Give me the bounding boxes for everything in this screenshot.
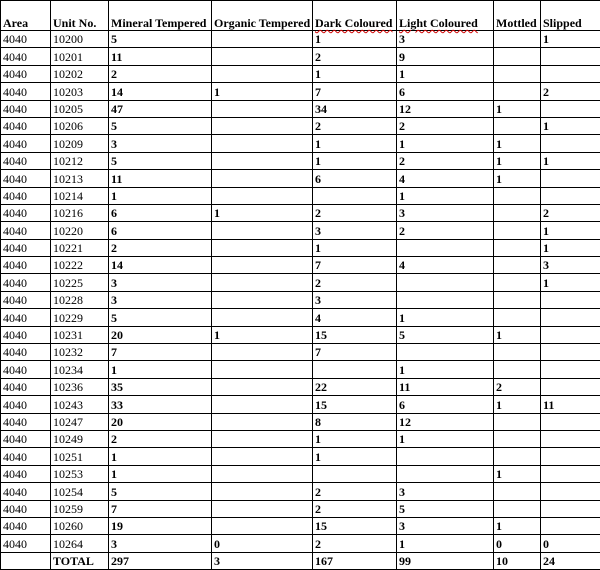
table-row [1, 448, 600, 465]
light-coloured-cell: 1 [397, 430, 494, 447]
mottled-cell [494, 239, 541, 256]
mottled-cell: 1 [494, 100, 541, 117]
total-label: TOTAL [51, 552, 109, 569]
mottled-cell [494, 117, 541, 134]
unit-no-cell: 10206 [51, 117, 109, 134]
mottled-cell: 1 [494, 517, 541, 534]
dark-coloured-cell: 3 [313, 291, 397, 308]
slipped-cell [541, 413, 600, 430]
unit-no-cell: 10216 [51, 204, 109, 221]
mineral-tempered-cell: 20 [109, 326, 212, 343]
slipped-cell [541, 326, 600, 343]
header-row [1, 1, 600, 31]
light-coloured-cell [397, 291, 494, 308]
slipped-cell [541, 309, 600, 326]
area-cell: 4040 [1, 31, 51, 48]
light-coloured-cell [397, 448, 494, 465]
mottled-cell [494, 257, 541, 274]
light-coloured-cell: 2 [397, 117, 494, 134]
header-dark-coloured: Dark Coloured [313, 1, 397, 31]
light-coloured-cell: 1 [397, 361, 494, 378]
organic-tempered-cell [212, 378, 313, 395]
organic-tempered-cell [212, 187, 313, 204]
unit-no-cell: 10249 [51, 430, 109, 447]
slipped-cell [541, 430, 600, 447]
light-coloured-cell: 1 [397, 309, 494, 326]
unit-no-cell: 10264 [51, 535, 109, 552]
slipped-cell: 1 [541, 117, 600, 134]
table-row [1, 83, 600, 100]
dark-coloured-cell: 1 [313, 65, 397, 82]
organic-tempered-cell [212, 517, 313, 534]
unit-no-cell: 10212 [51, 152, 109, 169]
header-mineral-tempered: Mineral Tempered [109, 1, 212, 31]
total-mottled: 10 [494, 552, 541, 569]
area-cell: 4040 [1, 291, 51, 308]
mineral-tempered-cell: 5 [109, 117, 212, 134]
light-coloured-cell [397, 239, 494, 256]
area-cell: 4040 [1, 396, 51, 413]
mineral-tempered-cell: 2 [109, 239, 212, 256]
area-cell: 4040 [1, 413, 51, 430]
organic-tempered-cell [212, 448, 313, 465]
slipped-cell [541, 65, 600, 82]
dark-coloured-cell: 4 [313, 309, 397, 326]
header-organic-tempered: Organic Tempered [212, 1, 313, 31]
organic-tempered-cell [212, 117, 313, 134]
light-coloured-cell: 12 [397, 413, 494, 430]
unit-no-cell: 10254 [51, 483, 109, 500]
table-row [1, 274, 600, 291]
unit-no-cell: 10236 [51, 378, 109, 395]
slipped-cell: 2 [541, 204, 600, 221]
mottled-cell [494, 83, 541, 100]
header-light-coloured: Light Coloured [397, 1, 494, 31]
table-row [1, 100, 600, 117]
dark-coloured-cell: 6 [313, 170, 397, 187]
total-light-coloured: 99 [397, 552, 494, 569]
organic-tempered-cell [212, 483, 313, 500]
light-coloured-cell: 6 [397, 83, 494, 100]
table-row [1, 326, 600, 343]
table-row [1, 396, 600, 413]
area-cell: 4040 [1, 517, 51, 534]
unit-no-cell: 10253 [51, 465, 109, 482]
header-area: Area [1, 1, 51, 31]
dark-coloured-cell: 2 [313, 48, 397, 65]
organic-tempered-cell [212, 222, 313, 239]
light-coloured-cell: 9 [397, 48, 494, 65]
table-footer [1, 552, 600, 569]
slipped-cell: 2 [541, 83, 600, 100]
table-row [1, 204, 600, 221]
mineral-tempered-cell: 1 [109, 361, 212, 378]
table-row [1, 257, 600, 274]
area-cell: 4040 [1, 239, 51, 256]
dark-coloured-cell: 2 [313, 204, 397, 221]
unit-no-cell: 10205 [51, 100, 109, 117]
mineral-tempered-cell: 2 [109, 65, 212, 82]
light-coloured-cell [397, 465, 494, 482]
total-slipped: 24 [541, 552, 600, 569]
area-cell: 4040 [1, 309, 51, 326]
slipped-cell [541, 100, 600, 117]
organic-tempered-cell [212, 291, 313, 308]
unit-no-cell: 10247 [51, 413, 109, 430]
mineral-tempered-cell: 47 [109, 100, 212, 117]
area-cell: 4040 [1, 448, 51, 465]
unit-no-cell: 10260 [51, 517, 109, 534]
slipped-cell [541, 378, 600, 395]
table-row [1, 500, 600, 517]
organic-tempered-cell [212, 257, 313, 274]
mineral-tempered-cell: 7 [109, 344, 212, 361]
dark-coloured-cell: 1 [313, 135, 397, 152]
dark-coloured-cell: 7 [313, 83, 397, 100]
area-cell: 4040 [1, 430, 51, 447]
slipped-cell [541, 500, 600, 517]
organic-tempered-cell [212, 152, 313, 169]
mottled-cell [494, 204, 541, 221]
area-cell: 4040 [1, 378, 51, 395]
unit-no-cell: 10220 [51, 222, 109, 239]
unit-no-cell: 10259 [51, 500, 109, 517]
organic-tempered-cell [212, 100, 313, 117]
mottled-cell: 0 [494, 535, 541, 552]
slipped-cell: 1 [541, 274, 600, 291]
table-row [1, 117, 600, 134]
mineral-tempered-cell: 5 [109, 31, 212, 48]
organic-tempered-cell [212, 413, 313, 430]
total-dark-coloured: 167 [313, 552, 397, 569]
light-coloured-cell: 3 [397, 31, 494, 48]
unit-no-cell: 10200 [51, 31, 109, 48]
area-cell: 4040 [1, 257, 51, 274]
unit-no-cell: 10221 [51, 239, 109, 256]
unit-no-cell: 10222 [51, 257, 109, 274]
light-coloured-cell: 2 [397, 152, 494, 169]
mottled-cell: 1 [494, 152, 541, 169]
organic-tempered-cell [212, 274, 313, 291]
mineral-tempered-cell: 14 [109, 83, 212, 100]
total-area-cell [1, 552, 51, 569]
area-cell: 4040 [1, 152, 51, 169]
table-row [1, 378, 600, 395]
slipped-cell: 11 [541, 396, 600, 413]
light-coloured-cell: 4 [397, 257, 494, 274]
organic-tempered-cell: 1 [212, 204, 313, 221]
slipped-cell [541, 344, 600, 361]
mineral-tempered-cell: 5 [109, 152, 212, 169]
organic-tempered-cell: 0 [212, 535, 313, 552]
table-row [1, 517, 600, 534]
dark-coloured-cell: 2 [313, 500, 397, 517]
dark-coloured-cell [313, 361, 397, 378]
dark-coloured-cell: 2 [313, 535, 397, 552]
dark-coloured-cell: 15 [313, 517, 397, 534]
mineral-tempered-cell: 6 [109, 222, 212, 239]
mineral-tempered-cell: 14 [109, 257, 212, 274]
slipped-cell [541, 517, 600, 534]
light-coloured-cell: 1 [397, 135, 494, 152]
unit-no-cell: 10232 [51, 344, 109, 361]
area-cell: 4040 [1, 83, 51, 100]
slipped-cell [541, 483, 600, 500]
mineral-tempered-cell: 19 [109, 517, 212, 534]
mottled-cell: 1 [494, 170, 541, 187]
dark-coloured-cell [313, 187, 397, 204]
table-row [1, 48, 600, 65]
dark-coloured-cell: 2 [313, 274, 397, 291]
organic-tempered-cell [212, 48, 313, 65]
mineral-tempered-cell: 5 [109, 309, 212, 326]
unit-no-cell: 10251 [51, 448, 109, 465]
organic-tempered-cell: 1 [212, 326, 313, 343]
mottled-cell [494, 361, 541, 378]
slipped-cell: 1 [541, 222, 600, 239]
mineral-tempered-cell: 7 [109, 500, 212, 517]
area-cell: 4040 [1, 170, 51, 187]
mineral-tempered-cell: 3 [109, 291, 212, 308]
dark-coloured-cell: 3 [313, 222, 397, 239]
slipped-cell: 1 [541, 152, 600, 169]
slipped-cell: 1 [541, 239, 600, 256]
mottled-cell: 1 [494, 465, 541, 482]
mineral-tempered-cell: 3 [109, 535, 212, 552]
mottled-cell [494, 500, 541, 517]
area-cell: 4040 [1, 117, 51, 134]
header-unit-no: Unit No. [51, 1, 109, 31]
area-cell: 4040 [1, 274, 51, 291]
area-cell: 4040 [1, 135, 51, 152]
organic-tempered-cell [212, 65, 313, 82]
table-row [1, 170, 600, 187]
light-coloured-cell: 5 [397, 326, 494, 343]
organic-tempered-cell [212, 500, 313, 517]
area-cell: 4040 [1, 465, 51, 482]
unit-no-cell: 10229 [51, 309, 109, 326]
table-row [1, 222, 600, 239]
slipped-cell [541, 170, 600, 187]
table-row [1, 413, 600, 430]
dark-coloured-cell: 22 [313, 378, 397, 395]
total-row [1, 552, 600, 569]
unit-no-cell: 10243 [51, 396, 109, 413]
light-coloured-cell: 12 [397, 100, 494, 117]
mottled-cell [494, 309, 541, 326]
dark-coloured-cell: 1 [313, 152, 397, 169]
light-coloured-cell: 5 [397, 500, 494, 517]
light-coloured-cell: 3 [397, 204, 494, 221]
organic-tempered-cell [212, 170, 313, 187]
dark-coloured-cell: 1 [313, 430, 397, 447]
table-row [1, 309, 600, 326]
organic-tempered-cell [212, 31, 313, 48]
mottled-cell: 1 [494, 135, 541, 152]
table-row [1, 483, 600, 500]
mottled-cell [494, 274, 541, 291]
table-row [1, 152, 600, 169]
slipped-cell [541, 48, 600, 65]
slipped-cell [541, 291, 600, 308]
mineral-tempered-cell: 1 [109, 448, 212, 465]
dark-coloured-cell: 34 [313, 100, 397, 117]
mottled-cell [494, 31, 541, 48]
mineral-tempered-cell: 20 [109, 413, 212, 430]
light-coloured-cell [397, 274, 494, 291]
dark-coloured-cell: 1 [313, 448, 397, 465]
light-coloured-cell: 11 [397, 378, 494, 395]
light-coloured-cell: 1 [397, 187, 494, 204]
slipped-cell: 0 [541, 535, 600, 552]
mineral-tempered-cell: 5 [109, 483, 212, 500]
area-cell: 4040 [1, 500, 51, 517]
mottled-cell [494, 48, 541, 65]
dark-coloured-cell: 15 [313, 396, 397, 413]
organic-tempered-cell [212, 430, 313, 447]
dark-coloured-cell: 1 [313, 31, 397, 48]
dark-coloured-cell: 8 [313, 413, 397, 430]
mottled-cell [494, 430, 541, 447]
dark-coloured-cell: 7 [313, 257, 397, 274]
mineral-tempered-cell: 33 [109, 396, 212, 413]
light-coloured-cell: 3 [397, 517, 494, 534]
mineral-tempered-cell: 3 [109, 135, 212, 152]
organic-tempered-cell [212, 135, 313, 152]
slipped-cell [541, 361, 600, 378]
table-row [1, 430, 600, 447]
header-slipped: Slipped [541, 1, 600, 31]
table-row [1, 135, 600, 152]
mottled-cell [494, 222, 541, 239]
table-header [1, 1, 600, 31]
table-row [1, 291, 600, 308]
mottled-cell [494, 344, 541, 361]
area-cell: 4040 [1, 535, 51, 552]
table-row [1, 344, 600, 361]
organic-tempered-cell: 1 [212, 83, 313, 100]
organic-tempered-cell [212, 465, 313, 482]
table-body [1, 31, 600, 553]
organic-tempered-cell [212, 309, 313, 326]
unit-no-cell: 10201 [51, 48, 109, 65]
unit-no-cell: 10231 [51, 326, 109, 343]
mottled-cell [494, 187, 541, 204]
unit-no-cell: 10202 [51, 65, 109, 82]
mottled-cell: 1 [494, 396, 541, 413]
light-coloured-cell: 6 [397, 396, 494, 413]
total-mineral-tempered: 297 [109, 552, 212, 569]
table-row [1, 535, 600, 552]
mineral-tempered-cell: 1 [109, 187, 212, 204]
unit-no-cell: 10234 [51, 361, 109, 378]
slipped-cell [541, 135, 600, 152]
mineral-tempered-cell: 1 [109, 465, 212, 482]
dark-coloured-cell: 2 [313, 117, 397, 134]
organic-tempered-cell [212, 361, 313, 378]
mottled-cell [494, 291, 541, 308]
mineral-tempered-cell: 2 [109, 430, 212, 447]
light-coloured-cell [397, 344, 494, 361]
area-cell: 4040 [1, 344, 51, 361]
organic-tempered-cell [212, 396, 313, 413]
table-row [1, 65, 600, 82]
unit-no-cell: 10228 [51, 291, 109, 308]
table-row [1, 31, 600, 48]
light-coloured-cell: 2 [397, 222, 494, 239]
unit-no-cell: 10225 [51, 274, 109, 291]
area-cell: 4040 [1, 326, 51, 343]
mineral-tempered-cell: 3 [109, 274, 212, 291]
dark-coloured-cell: 2 [313, 483, 397, 500]
mineral-tempered-cell: 11 [109, 170, 212, 187]
slipped-cell: 1 [541, 31, 600, 48]
mottled-cell [494, 65, 541, 82]
organic-tempered-cell [212, 239, 313, 256]
dark-coloured-cell: 15 [313, 326, 397, 343]
area-cell: 4040 [1, 100, 51, 117]
table-row [1, 239, 600, 256]
mottled-cell [494, 413, 541, 430]
area-cell: 4040 [1, 483, 51, 500]
dark-coloured-cell [313, 465, 397, 482]
slipped-cell [541, 448, 600, 465]
organic-tempered-cell [212, 344, 313, 361]
mineral-tempered-cell: 6 [109, 204, 212, 221]
unit-no-cell: 10213 [51, 170, 109, 187]
dark-coloured-cell: 7 [313, 344, 397, 361]
area-cell: 4040 [1, 187, 51, 204]
light-coloured-cell: 1 [397, 65, 494, 82]
mineral-tempered-cell: 35 [109, 378, 212, 395]
table-row [1, 465, 600, 482]
mottled-cell [494, 448, 541, 465]
table-row [1, 361, 600, 378]
unit-no-cell: 10209 [51, 135, 109, 152]
slipped-cell: 3 [541, 257, 600, 274]
slipped-cell [541, 465, 600, 482]
unit-no-cell: 10214 [51, 187, 109, 204]
area-cell: 4040 [1, 48, 51, 65]
mottled-cell [494, 483, 541, 500]
area-cell: 4040 [1, 361, 51, 378]
header-mottled: Mottled [494, 1, 541, 31]
total-organic-tempered: 3 [212, 552, 313, 569]
slipped-cell [541, 187, 600, 204]
mineral-tempered-cell: 11 [109, 48, 212, 65]
light-coloured-cell: 3 [397, 483, 494, 500]
area-cell: 4040 [1, 204, 51, 221]
light-coloured-cell: 4 [397, 170, 494, 187]
mottled-cell: 2 [494, 378, 541, 395]
area-cell: 4040 [1, 65, 51, 82]
light-coloured-cell: 1 [397, 535, 494, 552]
table-row [1, 187, 600, 204]
mottled-cell: 1 [494, 326, 541, 343]
unit-no-cell: 10203 [51, 83, 109, 100]
dark-coloured-cell: 1 [313, 239, 397, 256]
area-cell: 4040 [1, 222, 51, 239]
